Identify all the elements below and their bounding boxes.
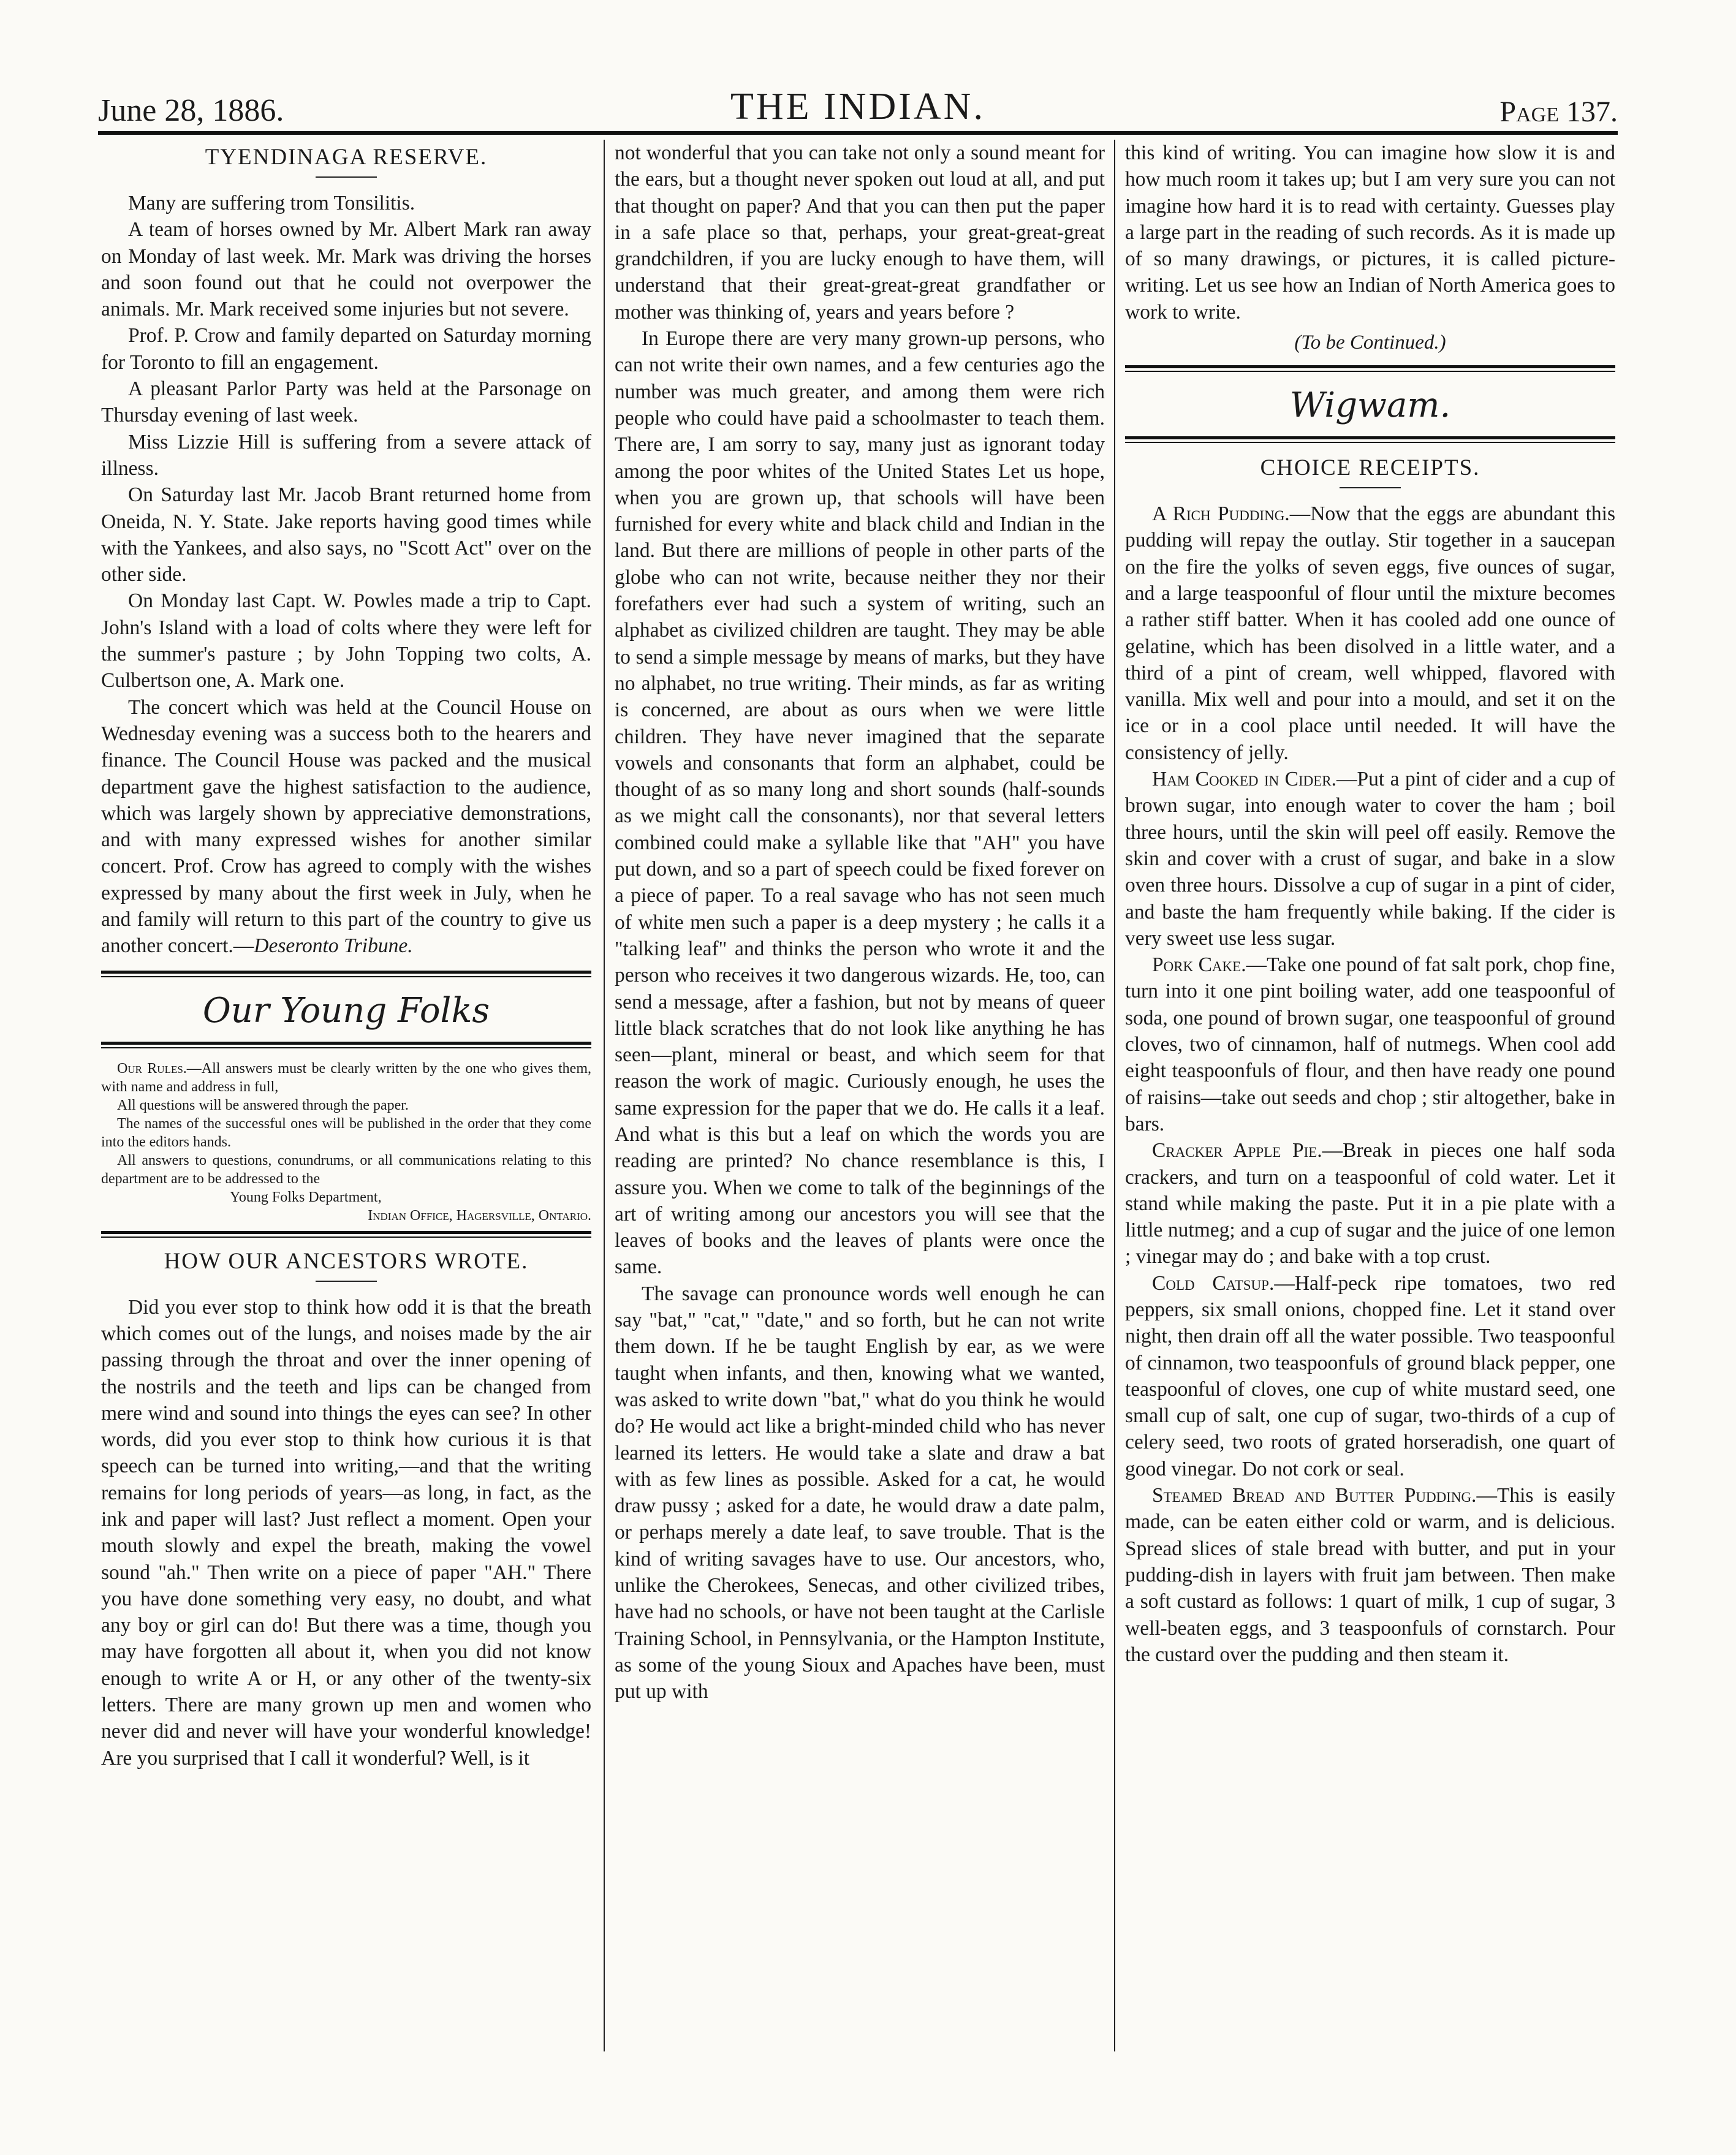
receipts-list (1125, 501, 1615, 1668)
paragraph (101, 482, 591, 588)
receipt-text: —This is easily made, can be eaten either cold or warm, and is delicious. Spread slices of stale bread with butter, and put in your pudding-dish in layers with fruit jam between. Then make a soft custard as follows: 1 quart of milk, 1 cup of sugar, 3 well-beaten eggs, and 3 teaspoonfuls of cornstarch. Pour the custard over the pudding and then steam it. (1125, 1484, 1615, 1666)
paragraph (101, 322, 591, 376)
title-rule (316, 176, 377, 178)
section-title: Our Young Folks (202, 990, 490, 1031)
rules-address: Young Folks Department, (230, 1189, 382, 1205)
receipt-text: —Take one pound of fat salt pork, chop fine, turn into it one pint boiling water, add one teaspoonful of soda, one pound of brown sugar, one teaspoonful of ground cloves, two of cinnamon, half of nutmegs. When cool add eight teaspoonfuls of flour, and then have ready one pound of raisins—take out seeds and chop ; stir altogether, bake in bars. (1125, 953, 1615, 1135)
receipt-item (1125, 501, 1615, 766)
rules-item: All questions will be answered through the paper. (117, 1097, 409, 1113)
section-title: TYENDINAGA RESERVE. (205, 145, 488, 170)
paragraph (1125, 140, 1615, 325)
column-1 (101, 140, 591, 1771)
tyendinaga-article (101, 190, 591, 960)
section-title: Wigwam. (1289, 385, 1451, 426)
masthead (98, 86, 1618, 129)
receipt-name: Ham Cooked in Cider. (1152, 768, 1337, 791)
paragraph (615, 140, 1105, 325)
column-3 (1125, 140, 1615, 1668)
paragraph-text: On Saturday last Mr. Jacob Brant returned home from Oneida, N. Y. State. Jake reports having good times while with the Yankees, and also says, no "Scott Act" over on the other side. (101, 483, 591, 586)
section-rule (1125, 365, 1615, 372)
issue-date: June 28, 1886. (98, 93, 284, 128)
receipt-text: —Half-peck ripe tomatoes, two red peppers, six small onions, chopped fine. Let it stand over night, then drain off all the water possible. Two teaspoonful of cinnamon, two teaspoonfuls of ground black pepper, one teaspoonful of cloves, one cup of white mustard seed, one small cup of salt, one cup of sugar, two-thirds of a cup of celery seed, two roots of grated horseradish, one quart of good vinegar. Do not cork or seal. (1125, 1271, 1615, 1480)
section-title: CHOICE RECEIPTS. (1260, 455, 1480, 481)
title-rule (316, 1281, 377, 1282)
paragraph-text: Miss Lizzie Hill is suffering from a severe attack of illness. (101, 430, 591, 480)
paragraph (101, 376, 591, 429)
ancestors-article-end (1125, 140, 1615, 325)
paragraph-text: On Monday last Capt. W. Powles made a trip to Capt. John's Island with a load of colts where they were left for the summer's pasture ; by John Topping two colts, A. Culbertson one, A. Mark one. (101, 589, 591, 692)
paragraph (615, 325, 1105, 1281)
paragraph (101, 694, 591, 960)
column-divider (604, 140, 605, 2051)
section-title: HOW OUR ANCESTORS WROTE. (164, 1248, 529, 1274)
receipt-text: —Break in pieces one half soda crackers, and turn on a teaspoonful of cold water. Let it stand while making the paste. Put it in a pie plate with a little nutmeg; and a cup of sugar and the juice of one lemon ; vinegar may do ; and bake with a top crust. (1125, 1139, 1615, 1268)
receipt-name: Cold Catsup. (1152, 1271, 1275, 1295)
paragraph-text: A team of horses owned by Mr. Albert Mark ran away on Monday of last week. Mr. Mark was driving the horses and soon found out that he could not overpower the animals. Mr. Mark received some injuries but not severe. (101, 218, 591, 321)
receipt-name: Steamed Bread and Butter Pudding. (1152, 1484, 1477, 1507)
paragraph (101, 588, 591, 694)
paragraph (101, 190, 591, 216)
section-rule (101, 1231, 591, 1238)
paragraph-text: Many are suffering trom Tonsilitis. (128, 192, 415, 214)
paragraph (101, 216, 591, 322)
paragraph (615, 1281, 1105, 1705)
receipt-item (1125, 1482, 1615, 1668)
title-rule (1340, 487, 1401, 488)
paragraph-text: Prof. P. Crow and family departed on Saturday morning for Toronto to fill an engagement. (101, 324, 591, 374)
paragraph-text: The concert which was held at the Council House on Wednesday evening was a success both to the hearers and finance. The Council House was packed and the musical department gave the highest satisfaction to the audience, which was largely shown by appreciative demonstrations, and with many expressed wishes for another similar concert. Prof. Crow has agreed to comply with the wishes expressed by many about the first week in July, when he and family will return to this part of the country to give us another concert.— (101, 695, 591, 958)
rules-item: The names of the successful ones will be published in the order that they come into the editors hands. (101, 1115, 591, 1150)
receipt-text: —Now that the eggs are abundant this pudding will repay the outlay. Stir together in a saucepan on the fire the yolks of seven eggs, five ounces of sugar, and a large teaspoonful of flour until the mixture becomes a rather stiff batter. When it has cooled add one ounce of gelatine, which has been disolved in a little water, and a third of a pint of cream, well whipped, flavored with vanilla. Mix well and pour into a mould, and set it on the ice or in a cool place until needed. It will have the consistency of jelly. (1125, 502, 1615, 764)
receipt-name: Pork Cake. (1152, 953, 1246, 977)
paragraph (101, 1294, 591, 1771)
ancestors-article-continued (615, 140, 1105, 1705)
paragraph-text: A pleasant Parlor Party was held at the Parsonage on Thursday evening of last week. (101, 377, 591, 427)
receipt-name: Cracker Apple Pie. (1152, 1139, 1322, 1162)
rules-text: —All answers must be clearly written by the one who gives them, with name and address in full, (101, 1060, 591, 1095)
article-source: Deseronto Tribune. (254, 934, 413, 958)
continued-note: (To be Continued.) (1294, 331, 1446, 354)
rules-box (101, 1059, 591, 1225)
receipt-name: A Rich Pudding. (1152, 502, 1290, 526)
receipt-item (1125, 1137, 1615, 1270)
paragraph-text: The savage can pronounce words well enough he can say "bat," "cat," "date," and so forth, but he can not write them down. If he be taught English by ear, as we were taught when infants, and then, knowing what we wanted, was asked to write down "bat," what do you think he would do? He would act like a bright-minded child who has never learned its letters. He would take a slate and draw a bat with as few lines as possible. Asked for a cat, he would draw pussy ; asked for a date, he would draw a date palm, or perhaps merely a date leaf, to save trouble. That is the kind of writing savages have to use. Our ancestors, who, unlike the Cherokees, Senecas, and other civilized tribes, have had no schools, or have not been taught at the Carlisle Training School, in Pennsylvania, or the Hampton Institute, as some of the young Sioux and Apaches have been, must put up with (615, 1282, 1105, 1703)
paragraph-text: In Europe there are very many grown-up persons, who can not write their own names, and a few centuries ago the number was much greater, and among them were rich people who could have paid a schoolmaster to teach them. There are, I am sorry to say, many just as ignorant today among the poor whites of the United States Let us hope, when you are grown up, that schools will have been furnished for every white and black child and Indian in the land. But there are millions of people in other parts of the globe who can not write, because neither they nor their forefathers ever had such a system of writing, such an alphabet as civilized children are taught. They may be able to send a simple message by means of marks, but they have no alphabet, no true writing. Their minds, as far as writing is concerned, are about as ours when we were little children. They have never imagined that the separate vowels and consonants that form an alphabet, could be thought of as so many long and short sounds (half-sounds as we might call the consonants), nor that several letters combined could make a syllable like that "AH" you have put down, and so a part of speech could be fixed forever on a piece of paper. To a real savage who has not seen much of white men such a paper is a deep mystery ; he calls it a "talking leaf" and thinks the person who wrote it and the person who receives it two dangerous wizards. He, too, can send a message, after a fashion, but not by means of queer little black scratches that do not look like anything he has seen—plant, mineral or beast, and which seem for that reason the work of magic. Curiously enough, he uses the same expression for the paper that we do. He calls it a leaf. And what is this but a leaf on which the words you are reading are printed? No chance resemblance is this, I assure you. When we come to talk of the beginnings of the art of writing among our ancestors you will see that the leaves of books and the leaves of plants were once the same. (615, 327, 1105, 1279)
receipt-item (1125, 1270, 1615, 1482)
section-rule (101, 971, 591, 977)
section-rule (101, 1042, 591, 1048)
paragraph-text: not wonderful that you can take not only a sound meant for the ears, but a thought never spoken out loud at all, and put that thought on paper? And that you can then put the paper in a safe place so that, perhaps, your great-great-great grandchildren, if you are lucky enough to have them, will understand that their great-great-great grandfather or mother was thinking of, years and years before ? (615, 142, 1105, 324)
newspaper-title: THE INDIAN. (730, 86, 985, 127)
ancestors-article (101, 1294, 591, 1771)
rules-item: All answers to questions, conundrums, or all communications relating to this department are to be addressed to the (101, 1152, 591, 1187)
paragraph-text: this kind of writing. You can imagine how slow it is and how much room it takes up; but I am very sure you can not imagine how hard it is to read with certainty. Guesses play a large part in the reading of such records. As it is made up of so many drawings, or pictures, it is called picture-writing. Let us see how an Indian of North America goes to work to write. (1125, 142, 1615, 324)
column-2 (615, 140, 1105, 1705)
paragraph-text: Did you ever stop to think how odd it is that the breath which comes out of the lungs, and noises made by the air passing through the throat and over the inner opening of the nostrils and the teeth and lips can be changed from mere wind and sound into things the eyes can see? In other words, did you ever stop to think how curious it is that speech can be turned into writing,—and that the writing remains for long periods of years—as long, in fact, as the ink and paper will last? Just reflect a moment. Open your mouth slowly and expel the breath, making the vowel sound "ah." Then write on a piece of paper "AH." There you have done something very easy, no doubt, and what any boy or girl can do! But there was a time, though you may have forgotten all about it, when you did not know enough to write A or H, or any other of the twenty-six letters. There are many grown up men and women who never did and never will have your wonderful knowledge! Are you surprised that I call it wonderful? Well, is it (101, 1295, 591, 1770)
rules-address: Indian Office, Hagersville, Ontario. (368, 1207, 591, 1224)
receipt-item (1125, 766, 1615, 952)
page-number: Page 137. (1499, 96, 1618, 128)
receipt-item (1125, 952, 1615, 1137)
column-divider (1114, 140, 1115, 2051)
rules-item (101, 1059, 591, 1096)
section-rule (1125, 436, 1615, 443)
receipt-text: —Put a pint of cider and a cup of brown sugar, into enough water to cover the ham ; boil three hours, until the skin will peel off easily. Remove the skin and cover with a crust of sugar, and bake in a slow oven three hours. Dissolve a cup of sugar in a pint of cider, and baste the ham frequently while baking. If the cider is very sweet use less sugar. (1125, 768, 1616, 950)
paragraph (101, 429, 591, 482)
masthead-rule (98, 131, 1618, 135)
rules-lead: Our Rules. (117, 1060, 187, 1077)
